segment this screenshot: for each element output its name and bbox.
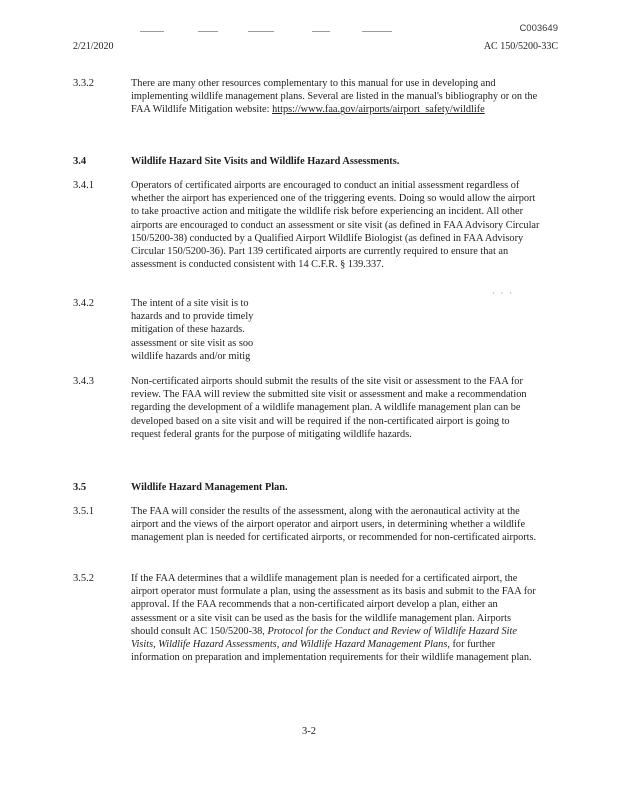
section-number: 3.5.1 xyxy=(73,506,94,517)
section-number: 3.5 xyxy=(73,482,87,493)
text-line: The intent of a site visit is to xyxy=(131,298,249,309)
section-heading: Wildlife Hazard Site Visits and Wildlife Hazard Assessments. xyxy=(131,156,400,167)
section-text-partial xyxy=(131,297,286,363)
cited-title: Protocol for the Conduct and Review of Wildlife Hazard Site Visits, Wildlife Hazard Assessments, and Wildlife Hazard Management Plans xyxy=(131,625,517,651)
text-line: assessment or site visit as soo xyxy=(131,337,254,349)
section-number: 3.3.2 xyxy=(73,78,94,89)
section-text: If the FAA determines that a wildlife management plan is needed for a certificated airport, the airport operator must formulate a plan, using the assessment as its basis and submit to the FAA for approval. If the FAA recommends that a non-certificated airport develop a plan, either an assessment or a site visit can be used as the basis for the wildlife management plan. Airports should consult AC 150/5200-38, xyxy=(131,573,536,637)
section-number: 3.4.3 xyxy=(73,376,94,387)
section-number: 3.4 xyxy=(73,156,87,167)
wildlife-website-link[interactable]: https://www.faa.gov/airports/airport_safety/wildlife xyxy=(272,104,485,116)
section-text: , for further information on preparation and implementation requirements for their wildlife management plan. xyxy=(131,639,532,664)
header-date: 2/21/2020 xyxy=(73,41,114,52)
section-number: 3.4.2 xyxy=(73,298,94,309)
header-doc-id: AC 150/5200-33C xyxy=(483,41,558,52)
section-body xyxy=(131,77,541,117)
section-text: There are many other resources complementary to this manual for use in developing and implementing wildlife management plans. Several are listed in the manual's bibliography or on the FAA Wildlife Mitigation website: xyxy=(131,78,538,116)
section-body xyxy=(131,572,541,664)
page-number: 3-2 xyxy=(302,726,316,737)
section-text: Non-certificated airports should submit the results of the site visit or assessment to the FAA for review. The FAA will review the submitted site visit or assessment and make a recommendation regarding the development of a wildlife management plan. A wildlife management plan can be developed based on a site visit and will be required if the non-certificated airport is going to request federal grants for the purpose of mitigating wildlife hazards. xyxy=(131,376,527,440)
section-text: Operators of certificated airports are encouraged to conduct an initial assessment regardless of whether the airport has experienced one of the triggering events. Doing so would allow the airport to take proactive action and mitigate the wildlife risk before experiencing an incident. All other airports are encouraged to conduct an assessment or site visit (as defined in FAA Advisory Circular 150/5200-38) conducted by a Qualified Airport Wildlife Biologist (as defined in FAA Advisory Circular 150/5200-36). Part 139 certificated airports are currently required to ensure that an assessment is conducted consistent with 14 C.F.R. § 139.337. xyxy=(131,180,540,271)
bates-stamp: C003649 xyxy=(519,23,558,34)
scan-dots: · · · xyxy=(492,289,514,298)
section-heading: Wildlife Hazard Management Plan. xyxy=(131,482,288,493)
section-number: 3.4.1 xyxy=(73,180,94,191)
section-number: 3.5.2 xyxy=(73,573,94,584)
section-text: The FAA will consider the results of the assessment, along with the aeronautical activity at the airport and the views of the airport operator and airport users, in determining whether a wildlife management plan is needed for certificated airports, or recommended for non-certificated airports. xyxy=(131,506,537,544)
text-line: wildlife hazards and/or mitig xyxy=(131,350,251,362)
text-line: hazards and to provide timely xyxy=(131,311,254,323)
text-line: mitigation of these hazards. xyxy=(131,324,245,336)
